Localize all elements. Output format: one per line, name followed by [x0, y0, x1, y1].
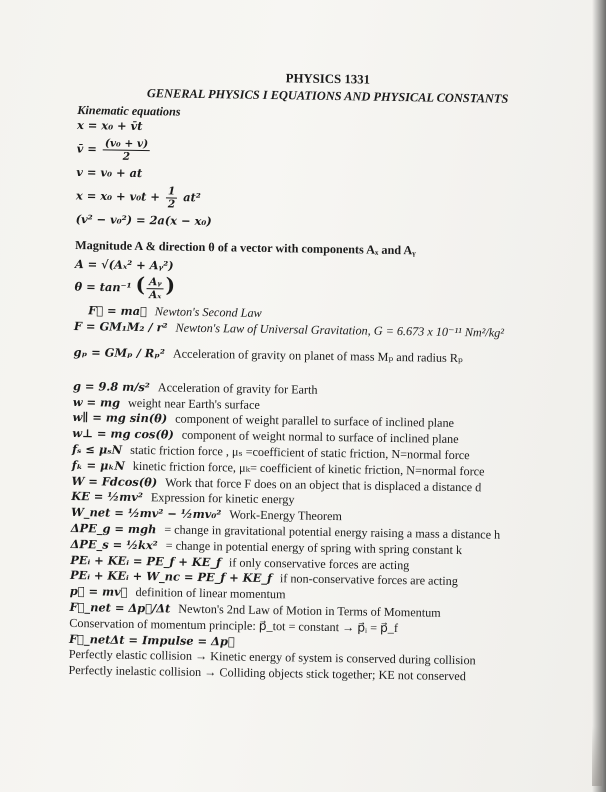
fraction-denominator: 2 [167, 198, 176, 211]
kinematic-eq-3: v = v₀ + at [76, 165, 143, 181]
law-equation: F = GM₁M₂ / r² [73, 319, 168, 335]
vector-direction-eq: θ = tan⁻¹ ( $\frac{\text{Aᵧ}}{\text{Aₓ}}$ ) [74, 272, 176, 302]
fraction-numerator: Aᵧ [147, 276, 164, 289]
fraction-denominator: 2 [122, 150, 131, 164]
fraction-numerator: 1 [166, 185, 178, 198]
equation-text: KE = ½mv² [71, 489, 143, 505]
equation-description: Expression for kinetic energy [150, 490, 295, 507]
kinematic-eq-4 [76, 184, 576, 217]
vector-direction-fraction [147, 276, 164, 301]
equation-description: definition of linear momentum [135, 585, 286, 602]
equation-text: ΔPE_g = mgh [70, 520, 157, 537]
equation-description: = change in gravitational potential energy raising a mass a distance h [164, 522, 501, 542]
equation-description: static friction force , μₛ =coefficient of static friction, N=normal force [130, 442, 470, 463]
kinematic-eq-1: x = x₀ + v̄t [76, 118, 143, 134]
kinematic-eq-4-lhs: x = x₀ + v₀t + [75, 188, 161, 204]
kinematic-eq-2 [77, 137, 577, 170]
fraction-numerator: (v₀ + v) [103, 138, 150, 152]
equation-description: if non-conservative forces are acting [279, 571, 458, 589]
equation-text: fₛ ≤ μₛN [71, 441, 123, 457]
equation-description: Newton's 2nd Law of Motion in Terms of Momentum [178, 601, 441, 620]
equation-text: w = mg [72, 394, 121, 410]
gravity-planet-equation: gₚ = GMₚ / Rₚ² [73, 344, 165, 361]
kinematic-eq-2-lhs: v̄ = [76, 141, 97, 156]
equation-description: Acceleration of gravity for Earth [157, 380, 318, 397]
fraction-denominator: Aₓ [148, 289, 162, 302]
equation-text: F⃗_net = Δp⃗/Δt [69, 599, 171, 616]
equation-description: component of weight normal to surface of inclined plane [181, 427, 459, 447]
equation-text: w∥ = mg sin(θ) [72, 410, 168, 426]
equation-text: PEᵢ + KEᵢ = PE_f + KE_f [70, 552, 222, 569]
vector-heading: Magnitude A & direction θ of a vector with components Aₓ and Aᵧ [75, 237, 416, 258]
gravity-planet-description: Acceleration of gravity on planet of mass Mₚ and radius Rₚ [172, 346, 463, 366]
kinematic-eq-4-fraction [166, 185, 178, 210]
equation-text: F⃗_netΔt = Impulse = Δp⃗ [68, 631, 235, 649]
equation-description: = change in potential energy of spring with spring constant k [165, 538, 463, 557]
document-content [68, 68, 578, 687]
vector-magnitude-eq: A = √(Aₓ² + Aᵧ²) [74, 256, 174, 273]
equation-text: fₖ = μₖN [71, 457, 125, 473]
equation-text: g = 9.8 m/s² [72, 378, 150, 394]
equation-description: Perfectly elastic collision → Kinetic energy of system is conserved during collision [68, 647, 476, 668]
equation-text: p⃗ = mv⃗ [69, 584, 128, 599]
kinematics-heading: Kinematic equations [77, 102, 181, 119]
equation-description: weight near Earth's surface [127, 395, 260, 412]
equation-description: if only conservative forces are acting [228, 554, 410, 572]
document-title: GENERAL PHYSICS I EQUATIONS AND PHYSICAL CONSTANTS [146, 85, 509, 106]
equation-text: ΔPE_s = ½kx² [70, 536, 158, 553]
law-description: Newton's Second Law [154, 304, 262, 321]
law-description: Newton's Law of Universal Gravitation, G = 6.673 x 10⁻¹¹ Nm²/kg² [175, 320, 505, 340]
equation-description: kinetic friction force, μₖ= coefficient of kinetic friction, N=normal force [132, 458, 485, 479]
equation-description: Perfectly inelastic collision → Colliding objects stick together; KE not conserved [68, 663, 466, 684]
page-edge-shadow [592, 0, 606, 792]
equation-description: Work-Energy Theorem [229, 507, 343, 524]
equation-description: Conservation of momentum principle: p⃗_tot = constant → p⃗ᵢ = p⃗_f [69, 615, 399, 635]
equation-text: PEᵢ + KEᵢ + W_nc = PE_f + KE_f [69, 568, 273, 586]
kinematic-eq-5: (v² − v₀²) = 2a(x − x₀) [75, 211, 212, 229]
equation-description: Work that force F does on an object that is displaced a distance d [165, 474, 482, 494]
law-equation: F⃗ = ma⃗ [88, 303, 147, 319]
equation-text: W = Fdcos(θ) [71, 473, 158, 489]
equation-list [68, 379, 573, 687]
equation-description: component of weight parallel to surface of inclined plane [175, 411, 455, 431]
kinematic-eq-2-fraction [103, 138, 151, 164]
equation-text: w⊥ = mg cos(θ) [72, 426, 174, 442]
kinematic-eq-4-rhs: at² [183, 190, 201, 205]
page-corner [592, 726, 602, 786]
vector-direction-lhs: θ = tan⁻¹ [74, 279, 132, 295]
course-title: PHYSICS 1331 [285, 71, 371, 87]
equation-text: W_net = ½mv² − ½mv₀² [70, 505, 222, 522]
